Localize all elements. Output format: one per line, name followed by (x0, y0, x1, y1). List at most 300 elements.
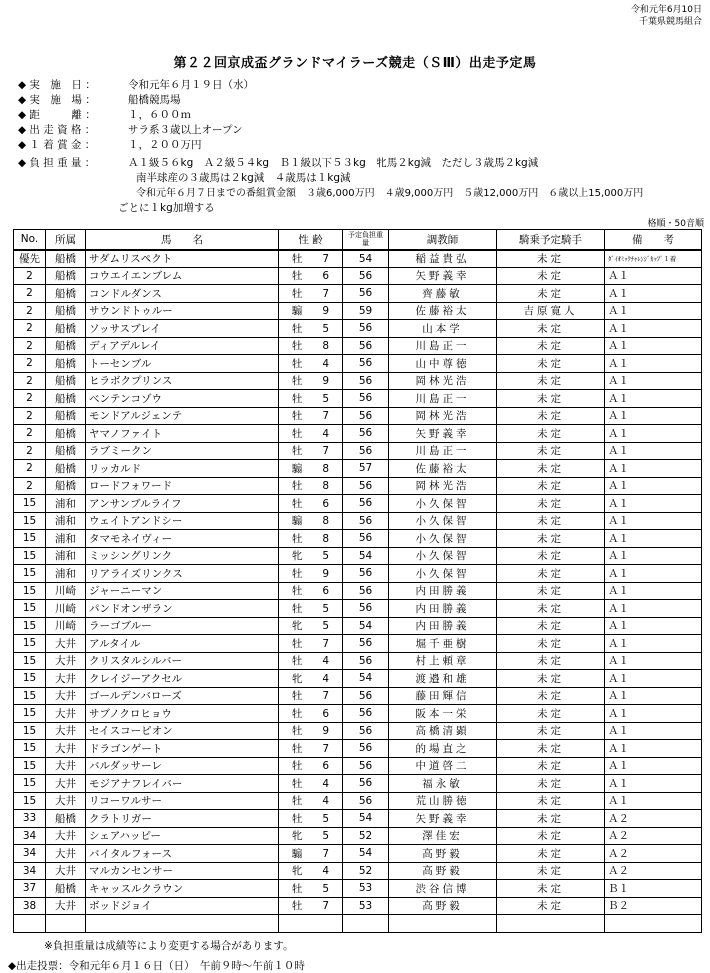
cell-sex-age (279, 740, 343, 758)
cell-weight: 56 (343, 530, 389, 548)
cell-weight: 56 (343, 600, 389, 618)
cell-jockey: 未定 (497, 862, 605, 880)
cell-note: Ａ２ (605, 862, 702, 880)
info-date-value: 令和元年６月１９日（水） (128, 79, 254, 91)
cell-jockey: 未定 (497, 582, 605, 600)
cell-trainer: 荒山勝徳 (389, 792, 497, 810)
cell-jockey: 未定 (497, 845, 605, 863)
cell-affiliation: 船橋 (46, 880, 86, 898)
cell-jockey: 未定 (497, 250, 605, 268)
cell-sex-age (279, 652, 343, 670)
cell-note: Ａ２ (605, 827, 702, 845)
cell-jockey: 未定 (497, 285, 605, 303)
cell-no: 33 (14, 810, 46, 828)
cell-jockey: 未定 (497, 320, 605, 338)
cell-trainer: 内田勝義 (389, 600, 497, 618)
cell-note: Ａ１ (605, 320, 702, 338)
cell-horse: クレイジーアクセル (86, 670, 279, 688)
cell-affiliation: 浦和 (46, 565, 86, 583)
cell-affiliation: 船橋 (46, 355, 86, 373)
cell-affiliation: 船橋 (46, 337, 86, 355)
cell-affiliation: 船橋 (46, 267, 86, 285)
cell-affiliation: 船橋 (46, 285, 86, 303)
table-row (14, 407, 702, 425)
cell-sex-age (279, 337, 343, 355)
cell-affiliation: 大井 (46, 827, 86, 845)
cell-horse: サブノクロヒョウ (86, 705, 279, 723)
cell-jockey: 未定 (497, 600, 605, 618)
cell-sex-age (279, 757, 343, 775)
cell-note: Ａ１ (605, 757, 702, 775)
cell-sex-age (279, 302, 343, 320)
cell-trainer: 小久保智 (389, 512, 497, 530)
cell-trainer: 澤佳宏 (389, 827, 497, 845)
cell-horse: モジアナフレイバー (86, 775, 279, 793)
cell-note: Ａ１ (605, 652, 702, 670)
cell-sex: 牡 (291, 357, 303, 370)
table-row (14, 547, 702, 565)
cell-sex: 牡 (291, 742, 303, 755)
table-row (14, 390, 702, 408)
cell-weight: 56 (343, 337, 389, 355)
cell-sex-age (279, 407, 343, 425)
cell-affiliation: 川崎 (46, 617, 86, 635)
cell-weight: 56 (343, 687, 389, 705)
cell-note: Ａ１ (605, 740, 702, 758)
cell-note: Ａ１ (605, 477, 702, 495)
cell-age: 4 (322, 672, 330, 685)
cell-note: Ａ１ (605, 775, 702, 793)
cell-sex: 牡 (291, 655, 303, 668)
cell-no: 2 (14, 460, 46, 478)
cell-age: 8 (322, 340, 330, 353)
info-weight-row (18, 156, 643, 171)
cell-jockey: 未定 (497, 337, 605, 355)
cell-affiliation: 船橋 (46, 460, 86, 478)
col-header-weight: 予定負担重量 (343, 230, 389, 250)
table-row (14, 810, 702, 828)
table-row (14, 565, 702, 583)
table-row (14, 670, 702, 688)
cell-sex: 牡 (291, 322, 303, 335)
cell-sex-age (279, 390, 343, 408)
cell-sex: 牡 (291, 725, 303, 738)
cell-no: 2 (14, 407, 46, 425)
cell-horse: ラブミークン (86, 442, 279, 460)
cell-sex: 牝 (291, 620, 303, 633)
col-header-trainer: 調教師 (389, 230, 497, 250)
cell-sex-age (279, 565, 343, 583)
table-row (14, 845, 702, 863)
cell-weight: 54 (343, 250, 389, 268)
cell-affiliation: 船橋 (46, 442, 86, 460)
cell-jockey: 未定 (497, 775, 605, 793)
cell-sex: 牡 (291, 375, 303, 388)
cell-horse: ヤマノファイト (86, 425, 279, 443)
cell-affiliation: 船橋 (46, 372, 86, 390)
cell-jockey: 未定 (497, 495, 605, 513)
cell-no: 15 (14, 617, 46, 635)
cell-affiliation: 大井 (46, 897, 86, 915)
cell-sex-age (279, 285, 343, 303)
cell-age: 8 (322, 462, 330, 475)
cell-empty (46, 915, 86, 933)
cell-horse: ラーゴブルー (86, 617, 279, 635)
cell-empty (389, 915, 497, 933)
cell-trainer: 山本学 (389, 320, 497, 338)
cell-age: 6 (322, 270, 330, 283)
info-distance-value: １，６００ｍ (128, 109, 191, 121)
cell-trainer: 小久保智 (389, 530, 497, 548)
cell-age: 6 (322, 707, 330, 720)
cell-horse: アンサンブルライフ (86, 495, 279, 513)
cell-empty (605, 915, 702, 933)
cell-jockey: 未定 (497, 267, 605, 285)
cell-no: 34 (14, 862, 46, 880)
cell-sex-age (279, 705, 343, 723)
cell-no: 15 (14, 530, 46, 548)
cell-jockey: 未定 (497, 722, 605, 740)
cell-trainer: 矢野義幸 (389, 425, 497, 443)
cell-sex: 牡 (291, 270, 303, 283)
cell-age: 6 (322, 585, 330, 598)
cell-note: Ａ１ (605, 582, 702, 600)
cell-affiliation: 船橋 (46, 320, 86, 338)
cell-horse: リコーワルサー (86, 792, 279, 810)
table-row (14, 477, 702, 495)
info-prize-row (18, 138, 643, 153)
cell-weight: 56 (343, 512, 389, 530)
cell-empty (14, 915, 46, 933)
info-weight-line: 南半球産の３歳馬は２kg減 ４歳馬は１kg減 (136, 172, 351, 184)
cell-age: 7 (322, 690, 330, 703)
cell-affiliation: 大井 (46, 687, 86, 705)
cell-note: Ａ１ (605, 460, 702, 478)
cell-trainer: 山中尊徳 (389, 355, 497, 373)
cell-sex: 牝 (291, 865, 303, 878)
cell-trainer: 阪本一栄 (389, 705, 497, 723)
cell-no: 15 (14, 757, 46, 775)
cell-note: ﾀﾞｲｵﾐｯｸﾁｬﾚﾝｼﾞｶｯﾌﾟ１着 (605, 250, 702, 268)
cell-sex: 牡 (291, 567, 303, 580)
cell-affiliation: 大井 (46, 845, 86, 863)
info-date-row (18, 78, 643, 93)
cell-jockey: 未定 (497, 880, 605, 898)
cell-note: Ａ１ (605, 512, 702, 530)
cell-jockey: 未定 (497, 617, 605, 635)
cell-sex-age (279, 897, 343, 915)
table-row (14, 337, 702, 355)
cell-horse: アルタイル (86, 635, 279, 653)
cell-note: Ａ１ (605, 722, 702, 740)
cell-horse: ドラゴンゲート (86, 740, 279, 758)
cell-jockey: 未定 (497, 705, 605, 723)
cell-no: 15 (14, 722, 46, 740)
col-header-affiliation: 所属 (46, 230, 86, 250)
cell-weight: 59 (343, 302, 389, 320)
cell-sex: 牡 (291, 427, 303, 440)
table-row (14, 775, 702, 793)
cell-sex-age (279, 880, 343, 898)
cell-horse: キャッスルクラウン (86, 880, 279, 898)
cell-age: 9 (322, 375, 330, 388)
cell-affiliation: 船橋 (46, 425, 86, 443)
cell-sex: 牡 (291, 602, 303, 615)
table-row (14, 460, 702, 478)
cell-note: Ａ１ (605, 267, 702, 285)
cell-note: Ａ１ (605, 355, 702, 373)
cell-affiliation: 大井 (46, 635, 86, 653)
footnote: ※負担重量は成績等により変更する場合があります。 (44, 940, 294, 952)
cell-horse: クラトリガー (86, 810, 279, 828)
cell-sex: 牡 (291, 812, 303, 825)
cell-sex-age (279, 862, 343, 880)
cell-note: Ａ１ (605, 617, 702, 635)
cell-horse: パンドオンザラン (86, 600, 279, 618)
cell-horse: クリスタルシルバー (86, 652, 279, 670)
cell-affiliation: 船橋 (46, 810, 86, 828)
cell-no: 2 (14, 372, 46, 390)
cell-no: 15 (14, 512, 46, 530)
cell-weight: 56 (343, 407, 389, 425)
table-row (14, 582, 702, 600)
cell-sex: 牡 (291, 585, 303, 598)
cell-sex: 騸 (291, 515, 303, 528)
cell-no: 15 (14, 792, 46, 810)
cell-horse: バルダッサーレ (86, 757, 279, 775)
cell-note: Ａ１ (605, 495, 702, 513)
cell-note: Ａ１ (605, 687, 702, 705)
cell-weight: 53 (343, 880, 389, 898)
cell-affiliation: 大井 (46, 705, 86, 723)
cell-weight: 56 (343, 372, 389, 390)
table-row (14, 862, 702, 880)
cell-note: Ａ１ (605, 792, 702, 810)
cell-no: 34 (14, 827, 46, 845)
cell-sex-age (279, 775, 343, 793)
col-header-jockey: 騎乗予定騎手 (497, 230, 605, 250)
cell-note: Ｂ２ (605, 897, 702, 915)
cell-affiliation: 浦和 (46, 512, 86, 530)
cell-jockey: 未定 (497, 512, 605, 530)
cell-weight: 56 (343, 652, 389, 670)
cell-weight: 56 (343, 635, 389, 653)
cell-weight: 52 (343, 862, 389, 880)
cell-no: 34 (14, 845, 46, 863)
info-distance-row (18, 108, 643, 123)
cell-trainer: 村上頼章 (389, 652, 497, 670)
cell-sex-age (279, 372, 343, 390)
cell-weight: 56 (343, 285, 389, 303)
cell-affiliation: 船橋 (46, 407, 86, 425)
cell-horse: リアライズリンクス (86, 565, 279, 583)
cell-sex-age (279, 355, 343, 373)
cell-sex-age (279, 617, 343, 635)
col-header-sex-age: 性 齢 (279, 230, 343, 250)
cell-sex: 牝 (291, 672, 303, 685)
cell-affiliation: 大井 (46, 757, 86, 775)
cell-horse: ベンテンコゾウ (86, 390, 279, 408)
cell-sex-age (279, 530, 343, 548)
cell-jockey: 未定 (497, 355, 605, 373)
info-venue-label: ◆ 実 施 場 ： (18, 94, 96, 106)
cell-jockey: 未定 (497, 810, 605, 828)
info-venue-value: 船橋競馬場 (128, 94, 181, 106)
table-row (14, 495, 702, 513)
cell-trainer: 岡林光浩 (389, 372, 497, 390)
cell-trainer: 佐藤裕太 (389, 302, 497, 320)
cell-sex-age (279, 425, 343, 443)
cell-no: 2 (14, 285, 46, 303)
cell-no: 15 (14, 565, 46, 583)
cell-sex: 牡 (291, 480, 303, 493)
col-header-horse: 馬 名 (86, 230, 279, 250)
cell-sex-age (279, 442, 343, 460)
cell-jockey: 未定 (497, 897, 605, 915)
cell-trainer: 岡林光浩 (389, 477, 497, 495)
cell-affiliation: 大井 (46, 740, 86, 758)
cell-no: 2 (14, 425, 46, 443)
table-row (14, 827, 702, 845)
cell-sex-age (279, 547, 343, 565)
cell-horse: ボッドジョイ (86, 897, 279, 915)
cell-horse: シェアハッピー (86, 827, 279, 845)
race-info (18, 78, 643, 216)
cell-sex: 牡 (291, 497, 303, 510)
cell-jockey: 未定 (497, 565, 605, 583)
cell-age: 6 (322, 497, 330, 510)
cell-trainer: 高野毅 (389, 845, 497, 863)
cell-sex-age (279, 792, 343, 810)
cell-sex-age (279, 687, 343, 705)
cell-jockey: 未定 (497, 740, 605, 758)
info-weight-line: 令和元年６月７日までの番組賞金額 ３歳6,000万円 ４歳9,000万円 ５歳12,000万円 ６歳以上15,000万円 (136, 188, 644, 199)
cell-no: 15 (14, 635, 46, 653)
table-row (14, 617, 702, 635)
cell-age: 4 (322, 865, 330, 878)
cell-age: 8 (322, 480, 330, 493)
cell-age: 7 (322, 637, 330, 650)
cell-note: Ｂ１ (605, 880, 702, 898)
cell-age: 7 (322, 445, 330, 458)
cell-horse: サダムリスペクト (86, 250, 279, 268)
cell-age: 4 (322, 777, 330, 790)
cell-no: 15 (14, 547, 46, 565)
cell-age: 5 (322, 550, 330, 563)
cell-note: Ａ１ (605, 442, 702, 460)
table-row (14, 285, 702, 303)
cell-trainer: 小久保智 (389, 547, 497, 565)
cell-age: 4 (322, 427, 330, 440)
cell-weight: 53 (343, 897, 389, 915)
cell-jockey: 未定 (497, 687, 605, 705)
header-info (631, 4, 702, 28)
table-row-empty (14, 915, 702, 933)
cell-no: 15 (14, 495, 46, 513)
cell-age: 9 (322, 305, 330, 318)
table-row (14, 705, 702, 723)
cell-no: 2 (14, 302, 46, 320)
table-row (14, 740, 702, 758)
cell-jockey: 未定 (497, 547, 605, 565)
cell-affiliation: 大井 (46, 862, 86, 880)
info-weight-label: ◆ 負 担 重 量 ： (18, 157, 96, 169)
info-weight-line: Ａ１級５６kg Ａ２級５４kg Ｂ１級以下５３kg 牝馬２kg減 ただし３歳馬２kg減 (128, 157, 539, 169)
cell-age: 9 (322, 567, 330, 580)
cell-age: 5 (322, 322, 330, 335)
table-row (14, 425, 702, 443)
cell-sex-age (279, 582, 343, 600)
cell-sex: 牡 (291, 445, 303, 458)
cell-sex-age (279, 267, 343, 285)
cell-weight: 56 (343, 582, 389, 600)
cell-age: 5 (322, 812, 330, 825)
cell-jockey: 未定 (497, 425, 605, 443)
cell-sex-age (279, 810, 343, 828)
cell-sex: 牡 (291, 900, 303, 913)
cell-age: 9 (322, 725, 330, 738)
cell-sex-age (279, 477, 343, 495)
cell-weight: 56 (343, 705, 389, 723)
entries-table (13, 229, 702, 933)
cell-jockey: 未定 (497, 670, 605, 688)
cell-weight: 54 (343, 670, 389, 688)
cell-jockey: 未定 (497, 390, 605, 408)
table-row (14, 512, 702, 530)
cell-age: 7 (322, 847, 330, 860)
table-header-row (14, 230, 702, 250)
cell-trainer: 川島正一 (389, 390, 497, 408)
cell-affiliation: 浦和 (46, 547, 86, 565)
cell-trainer: 高橋清顕 (389, 722, 497, 740)
cell-sex: 牡 (291, 637, 303, 650)
cell-jockey: 未定 (497, 792, 605, 810)
cell-sex-age (279, 460, 343, 478)
cell-trainer: 矢野義幸 (389, 267, 497, 285)
col-header-note: 備 考 (605, 230, 702, 250)
cell-trainer: 渋谷信博 (389, 880, 497, 898)
cell-trainer: 高野毅 (389, 862, 497, 880)
table-row (14, 530, 702, 548)
cell-sex: 牡 (291, 253, 303, 265)
cell-no: 37 (14, 880, 46, 898)
cell-age: 7 (322, 287, 330, 300)
cell-affiliation: 大井 (46, 722, 86, 740)
cell-sex-age (279, 512, 343, 530)
cell-trainer: 福永敏 (389, 775, 497, 793)
table-row (14, 880, 702, 898)
cell-sex: 牡 (291, 410, 303, 423)
info-qual-value: サラ系３歳以上オープン (128, 124, 243, 136)
cell-sex: 牡 (291, 795, 303, 808)
issue-date: 令和元年6月10日 (630, 5, 702, 15)
cell-no: 15 (14, 600, 46, 618)
organization: 千葉県競馬組合 (638, 17, 702, 27)
cell-no: 2 (14, 477, 46, 495)
info-date-label: ◆ 実 施 日 ： (18, 79, 96, 91)
cell-no: 2 (14, 320, 46, 338)
info-weight-line: ごとに１kg加増する (118, 202, 215, 214)
cell-weight: 56 (343, 477, 389, 495)
cell-horse: マルカンセンサー (86, 862, 279, 880)
cell-sex-age (279, 845, 343, 863)
cell-sex: 牝 (291, 550, 303, 563)
table-row (14, 442, 702, 460)
footer-vote-info: ◆出走投票：令和元年６月１６日（日） 午前９時～午前１０時 (8, 960, 305, 972)
cell-age: 7 (322, 742, 330, 755)
table-row (14, 652, 702, 670)
cell-affiliation: 船橋 (46, 477, 86, 495)
